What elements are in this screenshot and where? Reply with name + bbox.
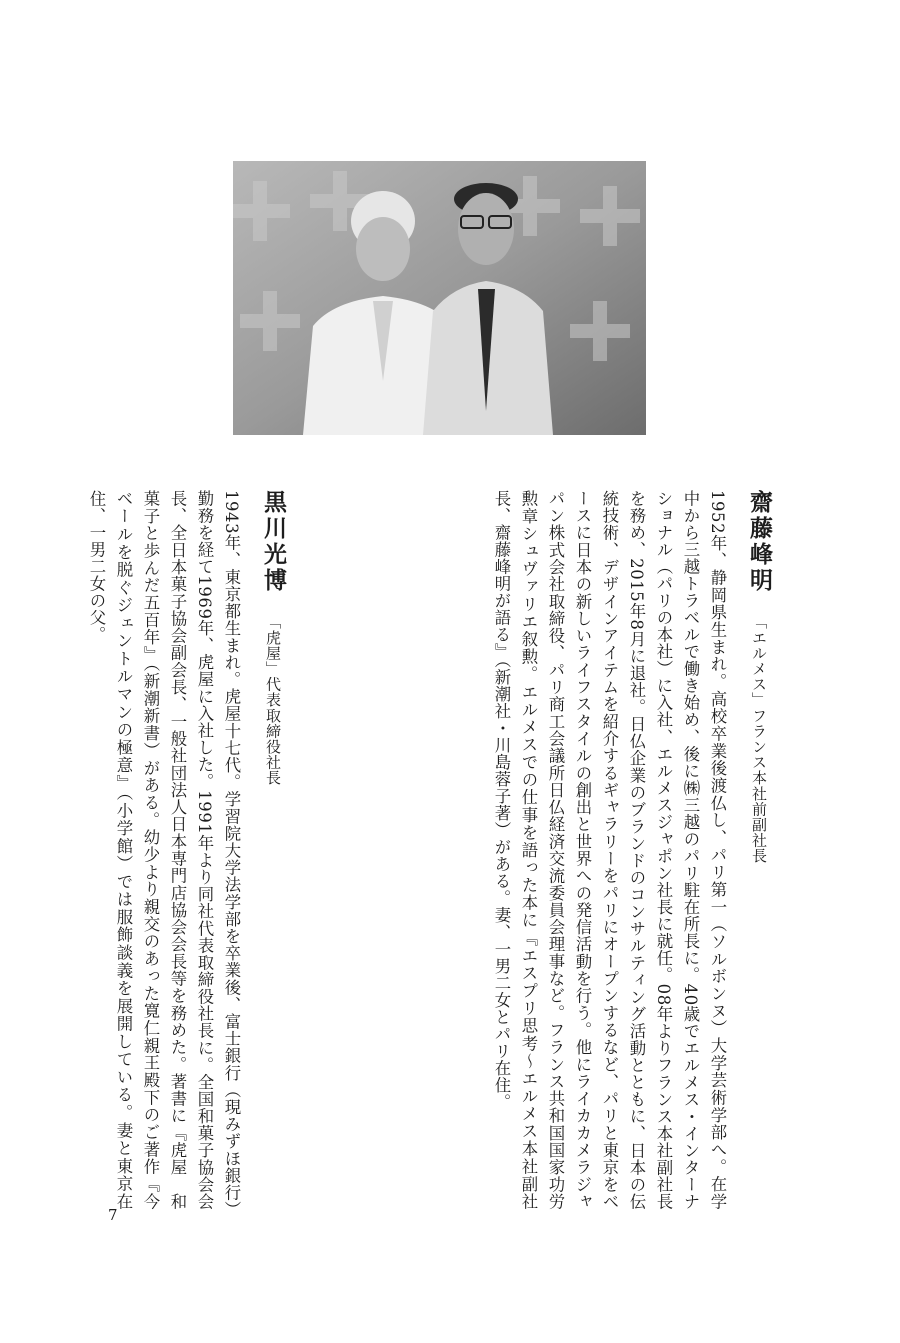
person-name: 黒川光博 <box>260 490 287 594</box>
person-title: 「虎屋」代表取締役社長 <box>264 613 282 786</box>
bio-body: 1952年、静岡県生まれ。高校卒業後渡仏し、パリ第一（ソルボンヌ）大学芸術学部へ。在学中から三越トラベルで働き始め、後に㈱三越のパリ駐在所長に。40歳でエルメス・インターナショナル（パリの本社）に入社、エルメスジャポン社長に就任。08年よりフランス本社副社長を務め、2015年8月に退社。日仏企業のブランドのコンサルティング活動とともに、日本の伝統技術、デザインアイテムを紹介するギャラリーをパリにオープンするなど、パリと東京をベースに日本の新しいライフスタイルの創出と世界への発信活動を行う。他にライカカメラジャパン株式会社取締役、パリ商工会議所日仏経済交流委員会理事など。フランス共和国国家功労勲章シュヴァリエ叙勲。エルメスでの仕事を語った本に『エスプリ思考〜エルメス本社副社長、齋藤峰明が語る』（新潮社・川島蓉子著）がある。妻、一男二女とパリ在住。 <box>492 490 727 1210</box>
person-name: 齋藤峰明 <box>746 490 773 594</box>
bio-header <box>745 490 773 1210</box>
bio-body: 1943年、東京都生まれ。虎屋十七代。学習院大学法学部を卒業後、富士銀行（現みずほ銀行）勤務を経て1969年、虎屋に入社した。1991年より同社代表取締役社長に。全国和菓子協会会長、全日本菓子協会副会長、一般社団法人日本専門店協会会長等を務めた。著書に『虎屋 和菓子と歩んだ五百年』（新潮新書）がある。幼少より親交のあった寛仁親王殿下のご著作『今ベールを脱ぐジェントルマンの極意』（小学館）では服飾談義を展開している。妻と東京在住、一男二女の父。 <box>87 490 241 1210</box>
photo-two-men-icon <box>233 161 646 435</box>
person-title: 「エルメス」フランス本社前副社長 <box>750 613 768 864</box>
bio-saito <box>488 490 773 1210</box>
bio-header <box>259 490 287 1210</box>
portrait-photo <box>233 161 646 435</box>
page-number: 7 <box>108 1206 118 1224</box>
bio-kurokawa <box>83 490 287 1210</box>
